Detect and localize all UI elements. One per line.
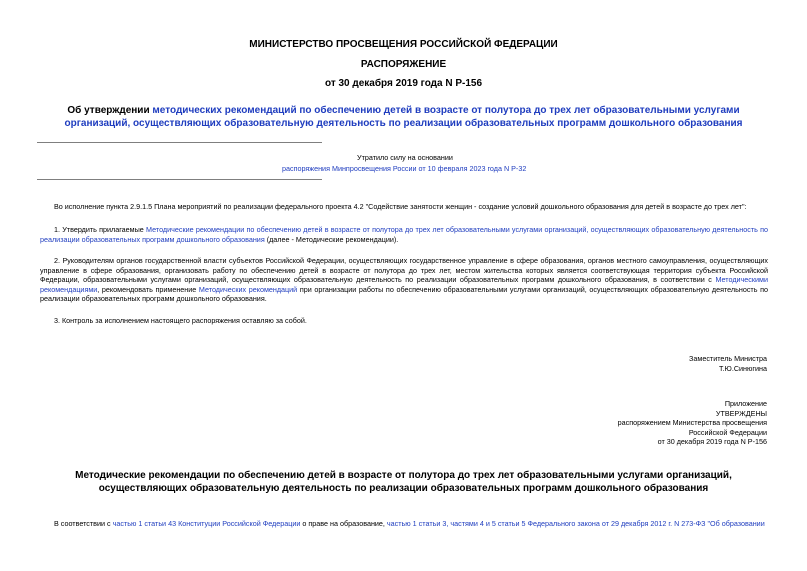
document-type: РАСПОРЯЖЕНИЕ xyxy=(360,59,447,70)
item-2 xyxy=(40,256,768,304)
item1-after: (далее - Методические рекомендации). xyxy=(264,234,399,244)
status-line: Утратило силу на основании xyxy=(357,153,453,162)
appendix-by: распоряжением Министерства просвещения xyxy=(617,418,767,428)
last-middle: о праве на образование, xyxy=(300,519,387,528)
document-title xyxy=(40,104,767,130)
signature-name: Т.Ю.Синюгина xyxy=(718,363,767,373)
item-3 xyxy=(54,316,772,326)
item1-before: 1. Утвердить прилагаемые xyxy=(54,225,147,234)
last-paragraph xyxy=(54,519,784,529)
appendix-date-number: от 30 декабря 2019 года N Р-156 xyxy=(657,437,767,447)
appendix-block xyxy=(618,399,767,447)
title-prefix: Об утверждении xyxy=(67,105,153,116)
repeal-link[interactable]: распоряжения Минпросвещения России от 10 февраля 2023 года N Р-32 xyxy=(282,164,527,173)
appendix-label: Приложение xyxy=(724,399,767,408)
divider-top xyxy=(37,142,322,143)
status-link[interactable] xyxy=(282,164,526,174)
last-before: В соответствии с xyxy=(54,519,113,528)
item1-link[interactable]: Методические рекомендации по обеспечению детей в возрасте от полутора до трех лет образовательными услугами организаций, осуществляющих образовательную деятельность по реализации образовательных программ дошкольного образования xyxy=(40,225,768,244)
last-link-2[interactable]: частью 1 статьи 3, частями 4 и 5 статьи 5 Федерального закона от 29 декабря 2012 г. N 273-ФЗ "Об образовании xyxy=(386,519,765,528)
divider-bottom xyxy=(37,179,322,180)
item-1 xyxy=(40,225,768,244)
item3-text: 3. Контроль за исполнением настоящего распоряжения оставляю за собой. xyxy=(54,316,307,325)
item2-link-1[interactable]: Методическими рекомендациями xyxy=(40,275,768,294)
title-link[interactable]: методических рекомендаций по обеспечению детей в возрасте от полутора до трех лет образовательными услугами организаций, осуществляющих образовательную деятельность по реализации образовательных программ дошкольного образования xyxy=(64,105,743,129)
item2-middle: , рекомендовать применение xyxy=(97,284,199,294)
appendix-title: Методические рекомендации по обеспечению детей в возрасте от полутора до трех лет образовательными услугами организаций, осуществляющих образовательную деятельность по реализации образовательных программ дошкольного образования xyxy=(75,470,732,494)
last-link-1[interactable]: частью 1 статьи 43 Конституции Российской Федерации xyxy=(112,519,301,528)
signature-block xyxy=(689,354,767,373)
preamble-text: Во исполнение пункта 2.9.1.5 Плана мероприятий по реализации федерального проекта 4.2 "Содействие занятости женщин - создание условий дошкольного образования для детей в возрасте до трех лет": xyxy=(54,202,747,211)
item2-link-2[interactable]: Методических рекомендаций xyxy=(198,284,298,294)
signature-position: Заместитель Министра xyxy=(689,354,767,363)
appendix-country: Российской Федерации xyxy=(688,427,767,437)
document-date-number: от 30 декабря 2019 года N Р-156 xyxy=(324,78,483,89)
item2-after: при организации работы по обеспечению образовательными услугами организаций, осуществляющих образовательную деятельность по реализации образовательных программ дошкольного образования. xyxy=(40,284,768,304)
appendix-approved: УТВЕРЖДЕНЫ xyxy=(715,408,767,418)
ministry-heading: МИНИСТЕРСТВО ПРОСВЕЩЕНИЯ РОССИЙСКОЙ ФЕДЕРАЦИИ xyxy=(249,39,558,50)
item2-before: 2. Руководителям органов государственной власти субъектов Российской Федерации, осуществляющих государственное управление в сфере образования, органов местного самоуправления, осуществляющих управление в сфере образования, организовать работу по обеспечению детей в возрасте от полутора до трех лет, местом жительства которых является соответствующая территория субъекта Российской Федерации, образовательными услугами организаций, осуществляющих образовательную деятельность по реализации образовательных программ дошкольного образования, в соответствии с xyxy=(40,256,768,285)
preamble xyxy=(54,202,772,212)
